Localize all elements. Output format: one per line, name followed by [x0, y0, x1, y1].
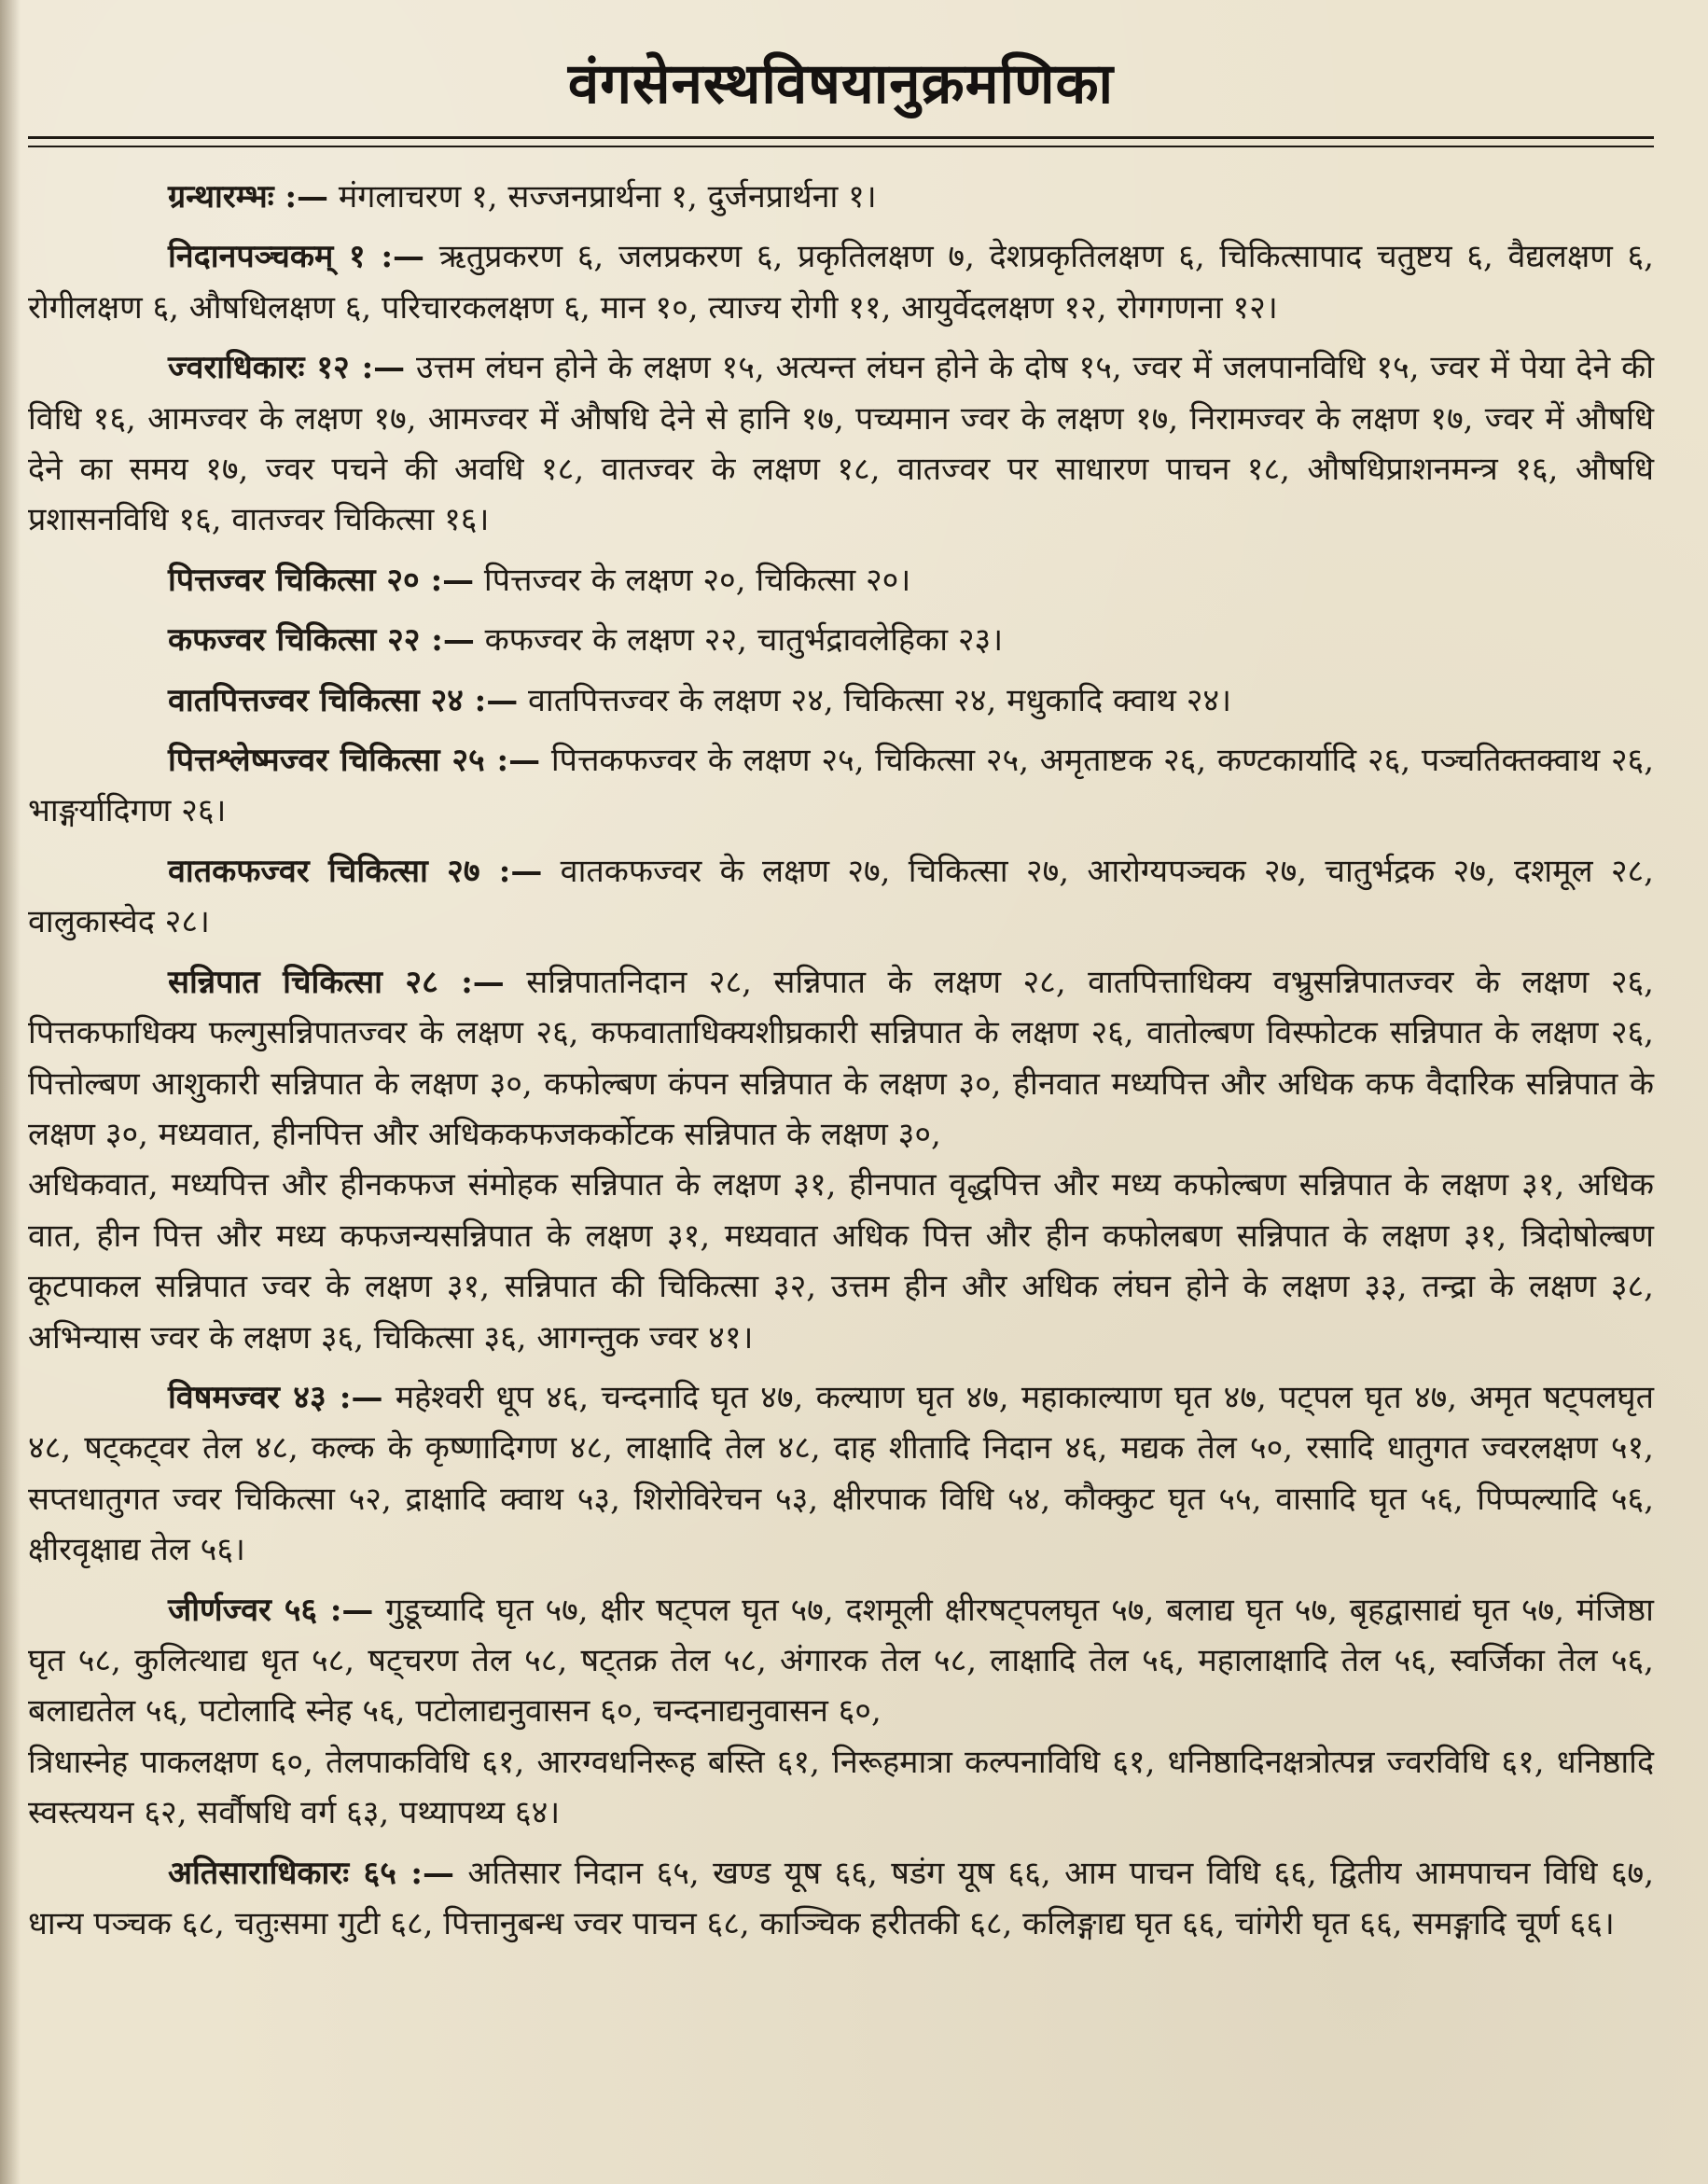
- entry-body: मंगलाचरण १, सज्जनप्रार्थना १, दुर्जनप्रार्थना १।: [328, 178, 877, 216]
- entry-heading: जीर्णज्वर ५६ :—: [168, 1591, 374, 1629]
- entry-heading: पित्तश्लेष्मज्वर चिकित्सा २५ :—: [168, 742, 541, 780]
- page-title: वंगसेनस्थविषयानुक्रमणिका: [567, 51, 1115, 117]
- index-entry: [28, 1848, 1654, 1950]
- entry-heading: वातकफज्वर चिकित्सा २७ :—: [168, 852, 543, 890]
- entry-body: अतिसार निदान ६५, खण्ड यूष ६६, षडंग यूष ६६, आम पाचन विधि ६६, द्वितीय आमपाचन विधि ६७, धान्य पञ्चक ६८, चतुःसमा गुटी ६८, पित्तानुबन्ध ज्वर पाचन ६८, काञ्चिक हरीतकी ६८, कलिङ्गाद्य घृत ६६, चांगेरी घृत ६६, समङ्गादि चूर्ण ६६।: [28, 1854, 1655, 1942]
- entry-body: पित्तज्वर के लक्षण २०, चिकित्सा २०।: [474, 561, 911, 599]
- entry-heading: ज्वराधिकारः १२ :—: [168, 349, 406, 387]
- entry-heading: कफज्वर चिकित्सा २२ :—: [168, 621, 475, 660]
- index-entry-continuation: [28, 1737, 1654, 1839]
- entry-body: त्रिधास्नेह पाकलक्षण ६०, तेलपाकविधि ६१, आरग्वधनिरूह बस्ति ६१, निरूहमात्रा कल्पनाविधि ६१, धनिष्ठादिनक्षत्रोत्पन्न ज्वरविधि ६१, धनिष्ठादि स्वस्त्ययन ६२, सर्वौषधि वर्ग ६३, पथ्यापथ्य ६४।: [28, 1743, 1654, 1832]
- entry-body: पित्तकफज्वर के लक्षण २५, चिकित्सा २५, अमृताष्टक २६, कण्टकार्यादि २६, पञ्चतिक्तक्वाथ २६, भाङ्गर्यादिगण २६।: [28, 742, 1654, 830]
- index-entries: [28, 172, 1654, 1949]
- binding-shadow: [0, 0, 21, 2184]
- entry-heading: पित्तज्वर चिकित्सा २० :—: [168, 561, 475, 599]
- entry-heading: अतिसाराधिकारः ६५ :—: [168, 1854, 454, 1892]
- index-entry: [28, 172, 1654, 222]
- entry-body: वातपित्तज्वर के लक्षण २४, चिकित्सा २४, मधुकादि क्वाथ २४।: [518, 681, 1231, 719]
- entry-body: महेश्वरी धूप ४६, चन्दनादि घृत ४७, कल्याण घृत ४७, महाकाल्याण घृत ४७, पट्पल घृत ४७, अमृत षट्पलघृत ४८, षट्कट्वर तेल ४८, कल्क के कृष्णादिगण ४८, लाक्षादि तेल ४८, दाह शीतादि निदान ४६, मद्यक तेल ५०, रसादि धातुगत ज्वरलक्षण ५१, सप्तधातुगत ज्वर चिकित्सा ५२, द्राक्षादि क्वाथ ५३, शिरोविरेचन ५३, क्षीरपाक विधि ५४, कौक्कुट घृत ५५, वासादि घृत ५६, पिप्पल्यादि ५६, क्षीरवृक्षाद्य तेल ५६।: [28, 1378, 1654, 1569]
- index-entry: [28, 231, 1654, 333]
- rule-thin: [28, 146, 1654, 147]
- index-entry: [28, 615, 1654, 665]
- entry-body: वातकफज्वर के लक्षण २७, चिकित्सा २७, आरोग्यपञ्चक २७, चातुर्भद्रक २७, दशमूल २८, वालुकास्वेद २८।: [28, 852, 1654, 941]
- index-entry-continuation: [28, 1160, 1654, 1363]
- index-entry: [28, 342, 1654, 546]
- index-entry: [28, 846, 1654, 948]
- entry-body: उत्तम लंघन होने के लक्षण १५, अत्यन्त लंघन होने के दोष १५, ज्वर में जलपानविधि १५, ज्वर में पेया देने की विधि १६, आमज्वर के लक्षण १७, आमज्वर में औषधि देने से हानि १७, पच्यमान ज्वर के लक्षण १७, निरामज्वर के लक्षण १७, ज्वर में औषधि देने का समय १७, ज्वर पचने की अवधि १८, वातज्वर के लक्षण १८, वातज्वर पर साधारण पाचन १८, औषधिप्राशनमन्त्र १६, औषधि प्रशासनविधि १६, वातज्वर चिकित्सा १६।: [28, 349, 1655, 539]
- rule-thick: [28, 136, 1654, 139]
- entry-heading: सन्निपात चिकित्सा २८ :—: [168, 963, 505, 1001]
- index-entry: [28, 675, 1654, 726]
- title-rule: [28, 136, 1654, 147]
- entry-body: अधिकवात, मध्यपित्त और हीनकफज संमोहक सन्निपात के लक्षण ३१, हीनपात वृद्धपित्त और मध्य कफोल्बण सन्निपात के लक्षण ३१, अधिक वात, हीन पित्त और मध्य कफजन्यसन्निपात के लक्षण ३१, मध्यवात अधिक पित्त और हीन कफोलबण सन्निपात के लक्षण ३१, त्रिदोषोल्बण कूटपाकल सन्निपात ज्वर के लक्षण ३१, सन्निपात की चिकित्सा ३२, उत्तम हीन और अधिक लंघन होने के लक्षण ३३, तन्द्रा के लक्षण ३८, अभिन्यास ज्वर के लक्षण ३६, चिकित्सा ३६, आगन्तुक ज्वर ४१।: [28, 1166, 1654, 1356]
- entry-body: गुडूच्यादि घृत ५७, क्षीर षट्पल घृत ५७, दशमूली क्षीरषट्पलघृत ५७, बलाद्य घृत ५७, बृहद्वासाद्यं घृत ५७, मंजिष्ठा घृत ५८, कुलित्थाद्य धृत ५८, षट्चरण तेल ५८, षट्तक्र तेल ५८, अंगारक तेल ५८, लाक्षादि तेल ५६, महालाक्षादि तेल ५६, स्वर्जिका तेल ५६, बलाद्यतेल ५६, पटोलादि स्नेह ५६, पटोलाद्यनुवासन ६०, चन्दनाद्यनुवासन ६०,: [28, 1591, 1654, 1731]
- entry-body: कफज्वर के लक्षण २२, चातुर्भद्रावलेहिका २३।: [474, 621, 1004, 660]
- index-entry: [28, 735, 1654, 837]
- index-entry: [28, 1585, 1654, 1737]
- entry-heading: वातपित्तज्वर चिकित्सा २४ :—: [168, 681, 519, 719]
- entry-body: ऋतुप्रकरण ६, जलप्रकरण ६, प्रकृतिलक्षण ७, देशप्रकृतिलक्षण ६, चिकित्सापाद चतुष्टय ६, वैद्यलक्षण ६, रोगीलक्षण ६, औषधिलक्षण ६, परिचारकलक्षण ६, मान १०, त्याज्य रोगी ११, आयुर्वेदलक्षण १२, रोगगणना १२।: [28, 238, 1654, 327]
- index-entry: [28, 957, 1654, 1161]
- entry-heading: ग्रन्थारम्भः :—: [168, 178, 329, 216]
- entry-body: सन्निपातनिदान २८, सन्निपात के लक्षण २८, वातपित्ताधिक्य वभ्रुसन्निपातज्वर के लक्षण २६, पित्तकफाधिक्य फल्गुसन्निपातज्वर के लक्षण २६, कफवाताधिक्यशीघ्रकारी सन्निपात के लक्षण २६, वातोल्बण विस्फोटक सन्निपात के लक्षण २६, पित्तोल्बण आशुकारी सन्निपात के लक्षण ३०, कफोल्बण कंपन सन्निपात के लक्षण ३०, हीनवात मध्यपित्त और अधिक कफ वैदारिक सन्निपात के लक्षण ३०, मध्यवात, हीनपित्त और अधिककफजकर्कोटक सन्निपात के लक्षण ३०,: [28, 963, 1654, 1153]
- entry-heading: निदानपञ्चकम् १ :—: [168, 238, 425, 276]
- entry-heading: विषमज्वर ४३ :—: [168, 1378, 383, 1416]
- index-entry: [28, 1372, 1654, 1576]
- index-entry: [28, 555, 1654, 605]
